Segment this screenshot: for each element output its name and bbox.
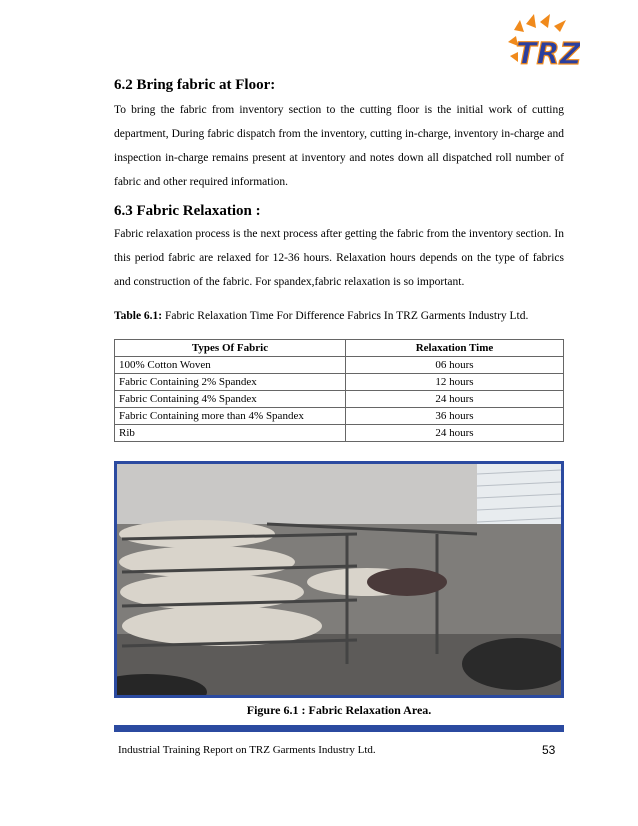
relaxation-time-table — [114, 339, 564, 442]
cell-fabric-type: 100% Cotton Woven — [115, 357, 346, 374]
header-relaxation-time: Relaxation Time — [346, 340, 564, 357]
page-number: 53 — [542, 743, 556, 757]
cell-relaxation-time: 36 hours — [346, 408, 564, 425]
table-header-row — [115, 340, 564, 357]
section-62-heading: 6.2 Bring fabric at Floor: — [114, 77, 276, 93]
section-63-heading: 6.3 Fabric Relaxation : — [114, 203, 261, 219]
cell-relaxation-time: 24 hours — [346, 425, 564, 442]
cell-fabric-type: Rib — [115, 425, 346, 442]
cell-fabric-type: Fabric Containing 4% Spandex — [115, 391, 346, 408]
table-row — [115, 374, 564, 391]
cell-relaxation-time: 06 hours — [346, 357, 564, 374]
header-fabric-type: Types Of Fabric — [115, 340, 346, 357]
table-row — [115, 391, 564, 408]
table-caption-label: Table 6.1: — [114, 310, 163, 322]
section-63-paragraph: Fabric relaxation process is the next process after getting the fabric from the inventory section. In this period fabric are relaxed for 12-36 hours. Relaxation hours depends on the type of fabrics and construction of the fabric. For spandex,fabric relaxation is so important. — [114, 228, 564, 288]
footer-rule — [114, 725, 564, 732]
table-caption — [114, 310, 528, 322]
section-62-paragraph: To bring the fabric from inventory section to the cutting floor is the initial work of cutting department, During fabric dispatch from the inventory, cutting in-charge, inventory in-charge and inspection in-charge remains present at inventory and notes down all dispatched roll number of fabric and other required information. — [114, 104, 564, 188]
cell-relaxation-time: 24 hours — [346, 391, 564, 408]
table-row — [115, 357, 564, 374]
logo-text: TRZ — [516, 37, 580, 72]
cell-relaxation-time: 12 hours — [346, 374, 564, 391]
cell-fabric-type: Fabric Containing 2% Spandex — [115, 374, 346, 391]
footer-text: Industrial Training Report on TRZ Garments Industry Ltd. — [118, 744, 376, 756]
trz-logo — [500, 12, 580, 76]
cell-fabric-type: Fabric Containing more than 4% Spandex — [115, 408, 346, 425]
table-caption-text: Fabric Relaxation Time For Difference Fabrics In TRZ Garments Industry Ltd. — [162, 310, 529, 322]
figure-caption: Figure 6.1 : Fabric Relaxation Area. — [246, 703, 432, 717]
table-row — [115, 408, 564, 425]
table-row — [115, 425, 564, 442]
fabric-relaxation-photo — [114, 461, 564, 698]
